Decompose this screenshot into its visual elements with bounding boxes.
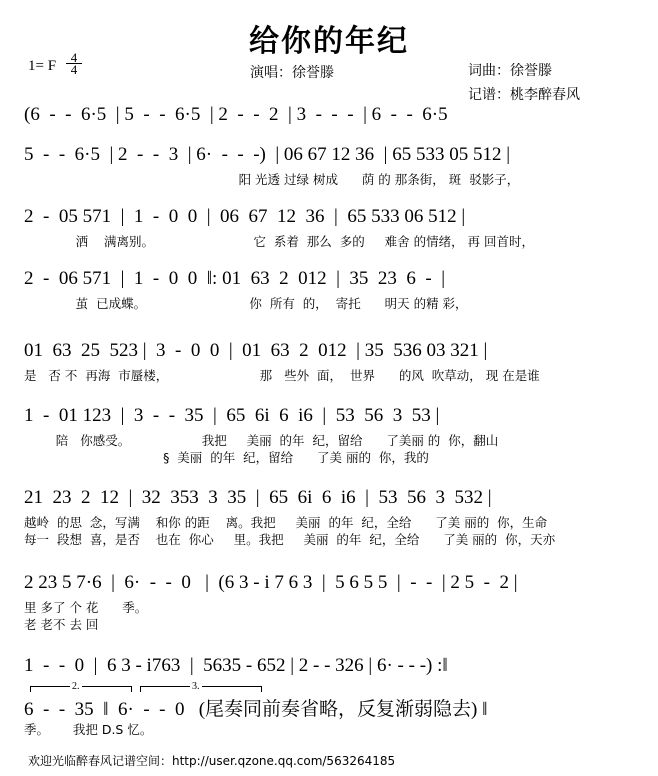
ending-label-1: 2. [72, 681, 80, 692]
lyric-line-verse2: § 美丽 的年 纪，留给 了美 丽的 你，我的 [24, 450, 429, 465]
time-signature [66, 52, 82, 75]
notation-line: 2 - 05 571 | 1 - 0 0 | 06 67 12 36 | 65 533 06 512 | [24, 206, 466, 227]
music-system-9 [24, 655, 638, 681]
notation-line: 1 - - 0 | 6 3 - i763 | 5635 - 652 | 2 - - 326 | 6· - - -) :‖ [24, 655, 448, 676]
lyric-line: 茧 已成蝶。 你 所有 的， 寄托 明天 的精 彩， [24, 296, 468, 311]
time-signature-numerator: 4 [70, 50, 78, 65]
notation-line: 5 - - 6·5 | 2 - - 3 | 6· - - -) | 06 67 12 36 | 65 533 05 512 | [24, 144, 511, 165]
notation-line: 01 63 25 523 | 3 - 0 0 | 01 63 2 012 | 35 536 03 321 | [24, 340, 488, 361]
ending-label-2: 3. [192, 681, 200, 692]
music-system-8 [24, 572, 638, 632]
music-system-3 [24, 206, 638, 249]
music-system-10 [24, 694, 638, 737]
lyric-line: 越岭 的思 念，写满 和你 的距 离。我把 美丽 的年 纪，全给 了美 丽的 你，生命 [24, 515, 548, 530]
lyric-line: 季。 我把 D.S 忆。 [24, 722, 153, 737]
notation-line: 2 23 5 7·6 | 6· - - 0 | (6 3 - i 7 6 3 | 5 6 5 5 | - - | 2 5 - 2 | [24, 572, 518, 593]
music-system-5 [24, 340, 638, 383]
music-system-2 [24, 144, 638, 187]
notator-credit: 记谱：桃李醉春风 [468, 87, 580, 103]
key-signature: 1= F [28, 58, 57, 74]
page-title: 给你的年纪 [249, 24, 409, 59]
time-signature-denominator: 4 [66, 63, 82, 75]
singer-credit: 演唱：徐誉滕 [250, 65, 334, 81]
lyric-line: 陪 你感受。 我把 美丽 的年 纪，留给 了美丽 的 你，翻山 [24, 433, 499, 448]
composer-credit: 词曲：徐誉滕 [468, 63, 552, 79]
notation-line: (6 - - 6·5 | 5 - - 6·5 | 2 - - 2 | 3 - - - | 6 - - 6·5 [24, 104, 448, 125]
music-system-1 [24, 104, 638, 130]
lyric-line: 里 多了 个 花 季。 [24, 600, 148, 615]
lyric-line: 阳 光透 过绿 树成 荫 的 那条街， 斑 驳影子， [24, 172, 520, 187]
notation-line: 21 23 2 12 | 32 353 3 35 | 65 6i 6 i6 | 53 56 3 532 | [24, 487, 492, 508]
lyric-line-verse2: 每一 段想 喜，是否 也在 你心 里。我把 美丽 的年 纪，全给 了美 丽的 你，天亦 [24, 532, 556, 547]
lyric-line-verse2: 老 老不 去 回 [24, 617, 99, 632]
footer-credit: 欢迎光临醉春风记谱空间：http://user.qzone.qq.com/563264185 [28, 754, 396, 768]
notation-line: 1 - 01 123 | 3 - - 35 | 65 6i 6 i6 | 53 56 3 53 | [24, 405, 440, 426]
music-system-7 [24, 487, 638, 547]
lyric-line: 洒 满离别。 它 系着 那么 多的 难舍 的情绪， 再 回首时， [24, 234, 535, 249]
music-system-4 [24, 268, 638, 311]
lyric-line: 是 否 不 再海 市蜃楼， 那 些外 面， 世界 的风 吹草动， 现 在是谁 [24, 368, 540, 383]
notation-line: 2 - 06 571 | 1 - 0 0 ‖: 01 63 2 012 | 35 23 6 - | [24, 268, 446, 289]
music-system-6 [24, 405, 638, 465]
notation-line: 6 - - 35 ‖ 6· - - 0 (尾奏同前奏省略，反复渐弱隐去) ‖ [24, 699, 488, 720]
